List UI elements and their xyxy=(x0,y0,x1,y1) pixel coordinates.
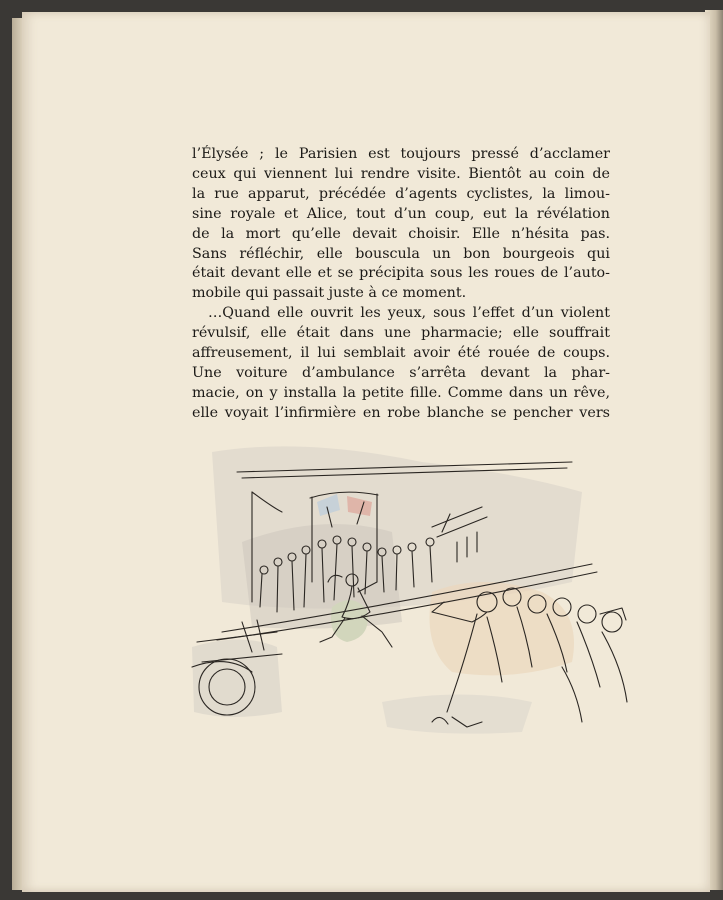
street-scene-illustration xyxy=(182,432,642,752)
text-line: la rue apparut, précédée d’agents cyclistes, la limou- xyxy=(192,185,610,202)
body-text xyxy=(192,145,610,424)
watercolor-washes xyxy=(192,446,582,733)
text-line: …Quand elle ouvrit les yeux, sous l’effet d’un violent xyxy=(208,305,610,322)
wash-ground-grey xyxy=(382,695,532,734)
text-line: sine royale et Alice, tout d’un coup, eut la révélation xyxy=(192,205,610,222)
text-line: l’Élysée ; le Parisien est toujours pressé d’acclamer xyxy=(192,146,610,162)
text-line: elle voyait l’infirmière en robe blanche se pencher vers xyxy=(192,404,610,421)
text-line: révulsif, elle était dans une pharmacie; elle souffrait xyxy=(192,325,610,342)
text-line: ceux qui viennent lui rendre visite. Bientôt au coin de xyxy=(192,165,610,182)
text-line: mobile qui passait juste à ce moment. xyxy=(192,285,467,302)
text-line: Une voiture d’ambulance s’arrêta devant la phar- xyxy=(192,364,610,381)
text-line: affreusement, il lui semblait avoir été rouée de coups. xyxy=(192,345,610,362)
text-line: était devant elle et se précipita sous les roues de l’auto- xyxy=(192,265,610,282)
text-line: de la mort qu’elle devait choisir. Elle n’hésita pas. xyxy=(192,225,610,242)
wash-crowd-peach xyxy=(430,582,575,675)
text-line: macie, on y installa la petite fille. Comme dans un rêve, xyxy=(192,384,610,401)
book-page xyxy=(22,12,710,892)
text-line: Sans réfléchir, elle bouscula un bon bourgeois qui xyxy=(192,245,610,262)
